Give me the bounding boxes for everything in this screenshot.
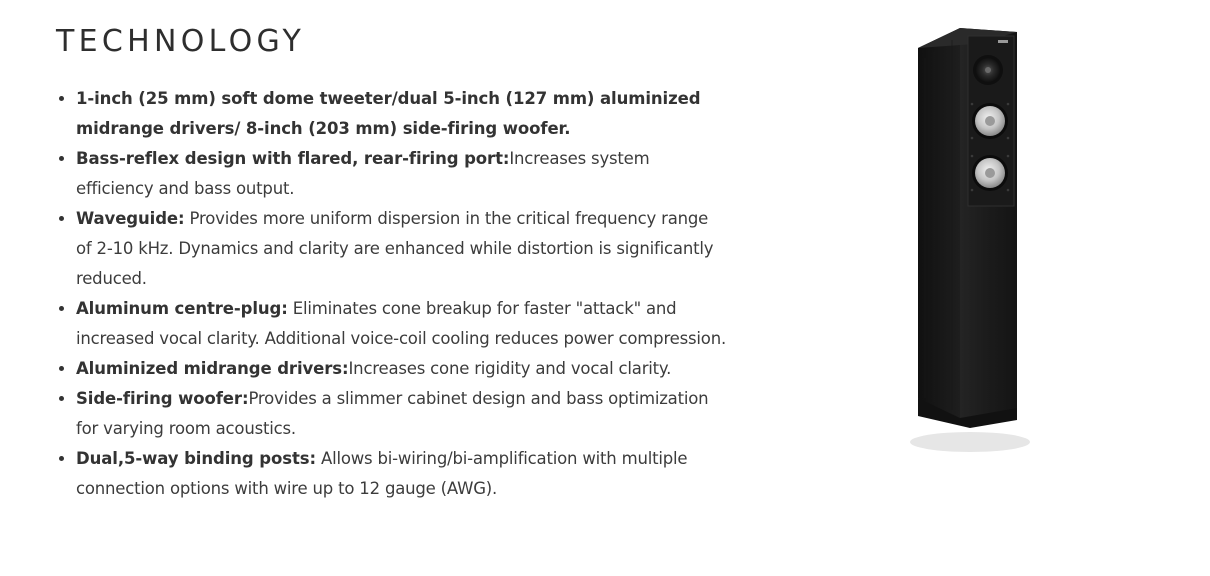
feature-term: 1-inch (25 mm) soft dome tweeter/dual 5-inch (127 mm) aluminized midrange drivers/ 8-inch (203 mm) side-firing woofer. bbox=[76, 89, 701, 138]
feature-list bbox=[56, 84, 726, 504]
bullet-icon bbox=[59, 456, 64, 461]
list-item bbox=[76, 384, 726, 444]
page-title: TECHNOLOGY bbox=[56, 24, 306, 59]
feature-term: Dual,5-way binding posts: bbox=[76, 449, 316, 468]
list-item bbox=[76, 84, 726, 144]
feature-term: Aluminum centre-plug: bbox=[76, 299, 288, 318]
feature-term: Bass-reflex design with flared, rear-firing port: bbox=[76, 149, 510, 168]
feature-term: Side-firing woofer: bbox=[76, 389, 249, 408]
list-item bbox=[76, 444, 726, 504]
feature-description: Increases cone rigidity and vocal clarity. bbox=[348, 359, 672, 378]
list-item bbox=[76, 294, 726, 354]
bullet-icon bbox=[59, 396, 64, 401]
feature-description: Increases system efficiency and bass output. bbox=[76, 149, 650, 198]
feature-description: Provides more uniform dispersion in the critical frequency range of 2-10 kHz. Dynamics and clarity are enhanced while distortion is significantly reduced. bbox=[76, 209, 714, 288]
bullet-icon bbox=[59, 96, 64, 101]
feature-description: Provides a slimmer cabinet design and bass optimization for varying room acoustics. bbox=[76, 389, 709, 438]
feature-description: Eliminates cone breakup for faster "attack" and increased vocal clarity. Additional voice-coil cooling reduces power compression. bbox=[76, 299, 726, 348]
bullet-icon bbox=[59, 366, 64, 371]
list-item bbox=[76, 354, 726, 384]
list-item bbox=[76, 144, 726, 204]
bullet-icon bbox=[59, 216, 64, 221]
feature-term: Aluminized midrange drivers: bbox=[76, 359, 349, 378]
feature-description: Allows bi-wiring/bi-amplification with multiple connection options with wire up to 12 gauge (AWG). bbox=[76, 449, 688, 498]
bullet-icon bbox=[59, 156, 64, 161]
feature-term: Waveguide: bbox=[76, 209, 185, 228]
bullet-icon bbox=[59, 306, 64, 311]
tower-speaker-image bbox=[880, 18, 1050, 468]
list-item bbox=[76, 204, 726, 294]
